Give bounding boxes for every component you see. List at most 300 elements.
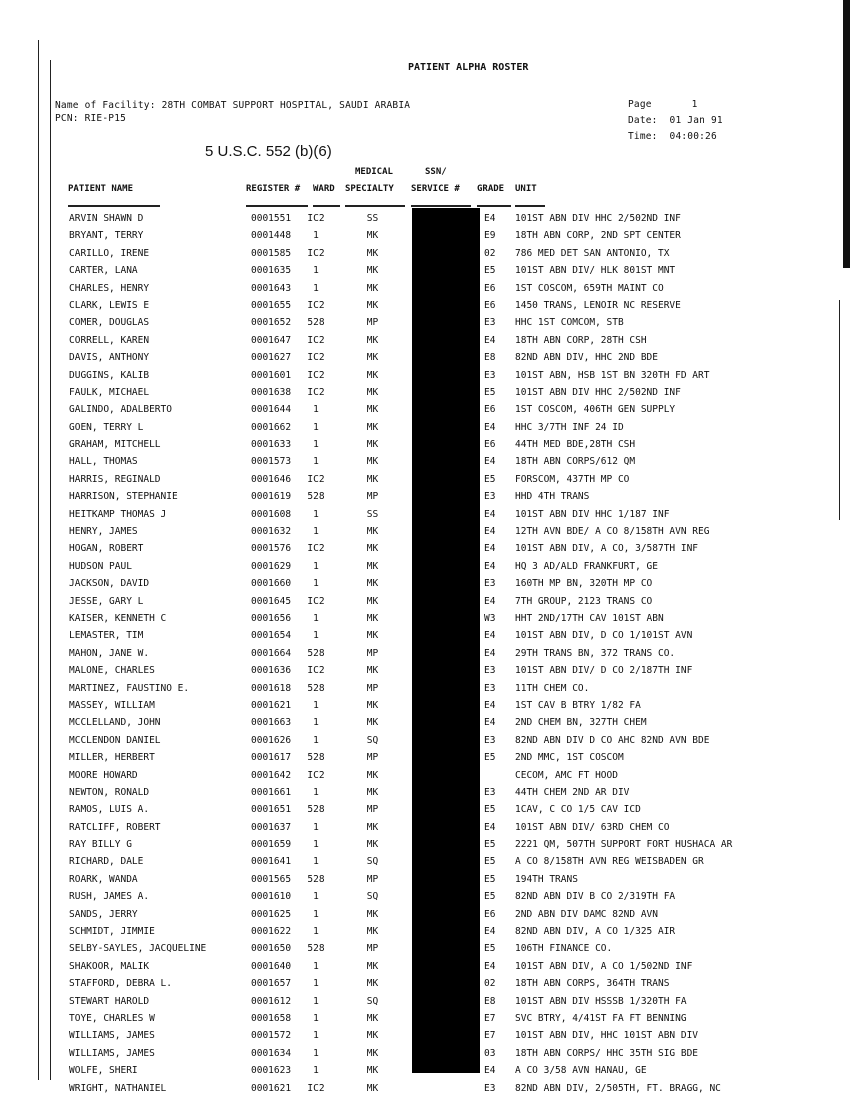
facility-line — [55, 100, 410, 111]
specialty-cell: MK — [366, 630, 379, 642]
table-row — [0, 1081, 850, 1098]
ward-cell: 1 — [313, 839, 319, 851]
ward-cell: IC2 — [307, 665, 325, 677]
patient-name-cell: MASSEY, WILLIAM — [69, 699, 155, 711]
specialty-cell: SQ — [366, 856, 379, 868]
header-rule-grade — [477, 205, 511, 207]
header-rule-specialty — [345, 205, 405, 207]
specialty-cell: MP — [366, 317, 379, 329]
unit-cell: 12TH AVN BDE/ A CO 8/158TH AVN REG — [515, 526, 710, 538]
time-label: Time: — [628, 131, 658, 142]
register-cell: 0001629 — [251, 560, 292, 572]
grade-cell: E3 — [484, 786, 496, 798]
patient-name-cell: SHAKOOR, MALIK — [69, 960, 150, 972]
grade-cell: E5 — [484, 943, 496, 955]
report-title: PATIENT ALPHA ROSTER — [408, 62, 529, 73]
ward-cell: 528 — [307, 682, 325, 694]
specialty-cell: MK — [366, 595, 379, 607]
register-cell: 0001617 — [251, 752, 292, 764]
unit-cell: 2ND CHEM BN, 327TH CHEM — [515, 717, 647, 729]
unit-cell: FORSCOM, 437TH MP CO — [515, 473, 630, 485]
grade-cell: E5 — [484, 839, 496, 851]
grade-cell: E4 — [484, 717, 496, 729]
ward-cell: IC2 — [307, 386, 325, 398]
register-cell: 0001656 — [251, 612, 292, 624]
register-cell: 0001646 — [251, 473, 292, 485]
grade-cell: E5 — [484, 265, 496, 277]
specialty-cell: MK — [366, 439, 379, 451]
patient-name-cell: WRIGHT, NATHANIEL — [69, 1082, 167, 1094]
grade-cell: E4 — [484, 213, 496, 224]
patient-name-cell: JACKSON, DAVID — [69, 578, 150, 590]
register-cell: 0001576 — [251, 543, 292, 555]
pcn: PCN: RIE-P15 — [55, 113, 127, 124]
register-cell: 0001654 — [251, 630, 292, 642]
redacted-ssn-column — [412, 208, 480, 1073]
register-cell: 0001585 — [251, 247, 292, 259]
grade-cell: E8 — [484, 995, 496, 1007]
unit-cell: 18TH ABN CORPS/ HHC 35TH SIG BDE — [515, 1047, 699, 1059]
specialty-cell: MK — [366, 334, 379, 346]
grade-cell: E3 — [484, 369, 496, 381]
patient-name-cell: GRAHAM, MITCHELL — [69, 439, 161, 451]
register-cell: 0001652 — [251, 317, 292, 329]
specialty-cell: SS — [366, 213, 379, 224]
register-cell: 0001627 — [251, 352, 292, 364]
unit-cell: 1ST COSCOM, 659TH MAINT CO — [515, 282, 664, 294]
grade-cell: E5 — [484, 752, 496, 764]
ward-cell: 1 — [313, 734, 319, 746]
unit-cell: 82ND ABN DIV D CO AHC 82ND AVN BDE — [515, 734, 710, 746]
ward-cell: 1 — [313, 960, 319, 972]
patient-name-cell: WOLFE, SHERI — [69, 1065, 138, 1077]
patient-name-cell: CLARK, LEWIS E — [69, 299, 150, 311]
grade-cell: E4 — [484, 926, 496, 938]
specialty-cell: MK — [366, 473, 379, 485]
specialty-cell: MK — [366, 282, 379, 294]
patient-name-cell: LEMASTER, TIM — [69, 630, 144, 642]
grade-cell: E3 — [484, 491, 496, 503]
grade-cell: W3 — [484, 612, 496, 624]
specialty-cell: MK — [366, 926, 379, 938]
patient-name-cell: JESSE, GARY L — [69, 595, 144, 607]
unit-cell: HHD 4TH TRANS — [515, 491, 590, 503]
patient-name-cell: HUDSON PAUL — [69, 560, 132, 572]
ward-cell: 1 — [313, 404, 319, 416]
specialty-cell: MK — [366, 299, 379, 311]
specialty-cell: MK — [366, 404, 379, 416]
grade-cell: E4 — [484, 560, 496, 572]
specialty-cell: MK — [366, 265, 379, 277]
unit-cell: 2221 QM, 507TH SUPPORT FORT HUSHACA AR — [515, 839, 733, 851]
register-cell: 0001625 — [251, 908, 292, 920]
unit-cell: 101ST ABN DIV, D CO 1/101ST AVN — [515, 630, 693, 642]
unit-cell: 1CAV, C CO 1/5 CAV ICD — [515, 804, 641, 816]
specialty-cell: MP — [366, 752, 379, 764]
col-specialty: SPECIALTY — [345, 184, 394, 194]
grade-cell: E4 — [484, 456, 496, 468]
date-line — [628, 115, 723, 126]
ward-cell: 1 — [313, 717, 319, 729]
unit-cell: 2ND ABN DIV DAMC 82ND AVN — [515, 908, 658, 920]
register-cell: 0001565 — [251, 873, 292, 885]
register-cell: 0001663 — [251, 717, 292, 729]
ward-cell: 528 — [307, 317, 325, 329]
specialty-cell: MK — [366, 821, 379, 833]
unit-cell: HQ 3 AD/ALD FRANKFURT, GE — [515, 560, 658, 572]
specialty-cell: MK — [366, 960, 379, 972]
unit-cell: 1ST COSCOM, 406TH GEN SUPPLY — [515, 404, 676, 416]
grade-cell: E7 — [484, 1012, 496, 1024]
specialty-cell: MK — [366, 665, 379, 677]
register-cell: 0001636 — [251, 665, 292, 677]
grade-cell: E6 — [484, 282, 496, 294]
ward-cell: 1 — [313, 508, 319, 520]
patient-name-cell: TOYE, CHARLES W — [69, 1012, 155, 1024]
specialty-cell: MK — [366, 352, 379, 364]
specialty-cell: MK — [366, 386, 379, 398]
grade-cell: E3 — [484, 682, 496, 694]
unit-cell: 18TH ABN CORPS, 364TH TRANS — [515, 978, 670, 990]
register-cell: 0001601 — [251, 369, 292, 381]
register-cell: 0001659 — [251, 839, 292, 851]
patient-name-cell: SANDS, JERRY — [69, 908, 138, 920]
unit-cell: 101ST ABN DIV/ 63RD CHEM CO — [515, 821, 670, 833]
specialty-cell: MK — [366, 456, 379, 468]
patient-name-cell: HENRY, JAMES — [69, 526, 138, 538]
grade-cell: E5 — [484, 804, 496, 816]
unit-cell: 106TH FINANCE CO. — [515, 943, 613, 955]
patient-name-cell: KAISER, KENNETH C — [69, 612, 167, 624]
patient-name-cell: MCCLENDON DANIEL — [69, 734, 161, 746]
ward-cell: 1 — [313, 926, 319, 938]
patient-name-cell: GALINDO, ADALBERTO — [69, 404, 172, 416]
register-cell: 0001551 — [251, 213, 292, 224]
patient-name-cell: HEITKAMP THOMAS J — [69, 508, 167, 520]
grade-cell: E4 — [484, 1065, 496, 1077]
ward-cell: 1 — [313, 821, 319, 833]
grade-cell: E3 — [484, 734, 496, 746]
unit-cell: 101ST ABN DIV HHC 1/187 INF — [515, 508, 670, 520]
unit-cell: 7TH GROUP, 2123 TRANS CO — [515, 595, 653, 607]
ward-cell: IC2 — [307, 213, 325, 224]
patient-name-cell: DUGGINS, KALIB — [69, 369, 150, 381]
grade-cell: 03 — [484, 1047, 496, 1059]
grade-cell: E4 — [484, 543, 496, 555]
grade-cell: E4 — [484, 595, 496, 607]
time-value: 04:00:26 — [669, 131, 717, 142]
unit-cell: 18TH ABN CORP, 2ND SPT CENTER — [515, 230, 681, 242]
unit-cell: 44TH MED BDE,28TH CSH — [515, 439, 636, 451]
patient-name-cell: RAY BILLY G — [69, 839, 132, 851]
unit-cell: 82ND ABN DIV, A CO 1/325 AIR — [515, 926, 676, 938]
register-cell: 0001643 — [251, 282, 292, 294]
unit-cell: 44TH CHEM 2ND AR DIV — [515, 786, 630, 798]
patient-name-cell: RUSH, JAMES A. — [69, 891, 150, 903]
register-cell: 0001651 — [251, 804, 292, 816]
patient-name-cell: RAMOS, LUIS A. — [69, 804, 150, 816]
unit-cell: 101ST ABN, HSB 1ST BN 320TH FD ART — [515, 369, 710, 381]
ward-cell: 1 — [313, 908, 319, 920]
ward-cell: 528 — [307, 943, 325, 955]
unit-cell: 101ST ABN DIV HHC 2/502ND INF — [515, 386, 681, 398]
specialty-cell: MK — [366, 717, 379, 729]
grade-cell: E3 — [484, 578, 496, 590]
grade-cell: E4 — [484, 699, 496, 711]
col-service: SERVICE # — [411, 184, 460, 194]
ward-cell: 1 — [313, 439, 319, 451]
unit-cell: 18TH ABN CORPS/612 QM — [515, 456, 636, 468]
register-cell: 0001619 — [251, 491, 292, 503]
specialty-cell: MK — [366, 978, 379, 990]
ward-cell: 1 — [313, 995, 319, 1007]
ward-cell: 1 — [313, 891, 319, 903]
patient-name-cell: WILLIAMS, JAMES — [69, 1047, 155, 1059]
specialty-cell: MK — [366, 1047, 379, 1059]
unit-cell: 101ST ABN DIV, A CO 1/502ND INF — [515, 960, 693, 972]
specialty-cell: MK — [366, 786, 379, 798]
patient-name-cell: ARVIN SHAWN D — [69, 213, 144, 224]
ward-cell: IC2 — [307, 595, 325, 607]
specialty-cell: MK — [366, 769, 379, 781]
patient-name-cell: MAHON, JANE W. — [69, 647, 150, 659]
ward-cell: 1 — [313, 786, 319, 798]
register-cell: 0001573 — [251, 456, 292, 468]
grade-cell: E8 — [484, 352, 496, 364]
unit-cell: 29TH TRANS BN, 372 TRANS CO. — [515, 647, 676, 659]
ward-cell: IC2 — [307, 334, 325, 346]
specialty-cell: MK — [366, 543, 379, 555]
register-cell: 0001660 — [251, 578, 292, 590]
col-ssn: SSN/ — [425, 167, 447, 177]
register-cell: 0001645 — [251, 595, 292, 607]
grade-cell: E3 — [484, 1082, 496, 1094]
patient-name-cell: HARRIS, REGINALD — [69, 473, 161, 485]
unit-cell: 2ND MMC, 1ST COSCOM — [515, 752, 624, 764]
patient-name-cell: HALL, THOMAS — [69, 456, 138, 468]
ward-cell: IC2 — [307, 247, 325, 259]
ward-cell: 1 — [313, 265, 319, 277]
unit-cell: CECOM, AMC FT HOOD — [515, 769, 618, 781]
grade-cell: E3 — [484, 317, 496, 329]
patient-name-cell: HARRISON, STEPHANIE — [69, 491, 178, 503]
register-cell: 0001633 — [251, 439, 292, 451]
unit-cell: 82ND ABN DIV, HHC 2ND BDE — [515, 352, 658, 364]
register-cell: 0001658 — [251, 1012, 292, 1024]
ward-cell: 528 — [307, 752, 325, 764]
unit-cell: 101ST ABN DIV/ HLK 801ST MNT — [515, 265, 676, 277]
patient-name-cell: ROARK, WANDA — [69, 873, 138, 885]
specialty-cell: MK — [366, 578, 379, 590]
specialty-cell: SS — [366, 508, 379, 520]
ward-cell: 528 — [307, 491, 325, 503]
register-cell: 0001623 — [251, 1065, 292, 1077]
patient-name-cell: NEWTON, RONALD — [69, 786, 150, 798]
register-cell: 0001635 — [251, 265, 292, 277]
ward-cell: 1 — [313, 1047, 319, 1059]
patient-name-cell: RATCLIFF, ROBERT — [69, 821, 161, 833]
patient-name-cell: MOORE HOWARD — [69, 769, 138, 781]
ward-cell: 1 — [313, 1012, 319, 1024]
unit-cell: 160TH MP BN, 320TH MP CO — [515, 578, 653, 590]
unit-cell: 18TH ABN CORP, 28TH CSH — [515, 334, 647, 346]
col-unit: UNIT — [515, 184, 537, 194]
grade-cell: E4 — [484, 421, 496, 433]
unit-cell: 101ST ABN DIV HSSSB 1/320TH FA — [515, 995, 687, 1007]
date-value: 01 Jan 91 — [669, 115, 723, 126]
register-cell: 0001650 — [251, 943, 292, 955]
grade-cell: E5 — [484, 473, 496, 485]
patient-name-cell: SELBY-SAYLES, JACQUELINE — [69, 943, 207, 955]
specialty-cell: MK — [366, 369, 379, 381]
unit-cell: 82ND ABN DIV, 2/505TH, FT. BRAGG, NC — [515, 1082, 721, 1094]
register-cell: 0001622 — [251, 926, 292, 938]
grade-cell: E5 — [484, 891, 496, 903]
grade-cell: E4 — [484, 630, 496, 642]
register-cell: 0001608 — [251, 508, 292, 520]
specialty-cell: MK — [366, 839, 379, 851]
ward-cell: 1 — [313, 230, 319, 242]
grade-cell: E4 — [484, 960, 496, 972]
specialty-cell: MP — [366, 873, 379, 885]
specialty-cell: MK — [366, 1030, 379, 1042]
patient-name-cell: BRYANT, TERRY — [69, 230, 144, 242]
specialty-cell: MK — [366, 560, 379, 572]
patient-name-cell: RICHARD, DALE — [69, 856, 144, 868]
register-cell: 0001634 — [251, 1047, 292, 1059]
register-cell: 0001621 — [251, 699, 292, 711]
patient-name-cell: MCCLELLAND, JOHN — [69, 717, 161, 729]
patient-name-cell: COMER, DOUGLAS — [69, 317, 150, 329]
patient-name-cell: DAVIS, ANTHONY — [69, 352, 150, 364]
specialty-cell: MP — [366, 491, 379, 503]
ward-cell: 1 — [313, 456, 319, 468]
register-cell: 0001647 — [251, 334, 292, 346]
grade-cell: E3 — [484, 665, 496, 677]
specialty-cell: MK — [366, 526, 379, 538]
ward-cell: 1 — [313, 526, 319, 538]
grade-cell: E5 — [484, 873, 496, 885]
register-cell: 0001640 — [251, 960, 292, 972]
unit-cell: A CO 3/58 AVN HANAU, GE — [515, 1065, 647, 1077]
specialty-cell: MP — [366, 647, 379, 659]
ward-cell: 1 — [313, 560, 319, 572]
register-cell: 0001626 — [251, 734, 292, 746]
grade-cell: E6 — [484, 299, 496, 311]
patient-name-cell: FAULK, MICHAEL — [69, 386, 150, 398]
grade-cell: E4 — [484, 647, 496, 659]
specialty-cell: MK — [366, 230, 379, 242]
col-register: REGISTER # — [246, 184, 301, 194]
unit-cell: A CO 8/158TH AVN REG WEISBADEN GR — [515, 856, 704, 868]
unit-cell: HHC 3/7TH INF 24 ID — [515, 421, 624, 433]
time-line — [628, 131, 717, 142]
grade-cell: E4 — [484, 526, 496, 538]
unit-cell: 1450 TRANS, LENOIR NC RESERVE — [515, 299, 681, 311]
unit-cell: 11TH CHEM CO. — [515, 682, 590, 694]
ward-cell: IC2 — [307, 299, 325, 311]
ward-cell: 1 — [313, 630, 319, 642]
grade-cell: E7 — [484, 1030, 496, 1042]
patient-name-cell: STEWART HAROLD — [69, 995, 150, 1007]
grade-cell: E4 — [484, 821, 496, 833]
grade-cell: E4 — [484, 334, 496, 346]
page-number: 1 — [691, 99, 698, 110]
col-grade: GRADE — [477, 184, 505, 194]
specialty-cell: MK — [366, 1012, 379, 1024]
register-cell: 0001642 — [251, 769, 292, 781]
register-cell: 0001621 — [251, 1082, 292, 1094]
grade-cell: E5 — [484, 386, 496, 398]
grade-cell: E6 — [484, 908, 496, 920]
register-cell: 0001641 — [251, 856, 292, 868]
specialty-cell: MK — [366, 247, 379, 259]
register-cell: 0001662 — [251, 421, 292, 433]
unit-cell: 101ST ABN DIV, A CO, 3/587TH INF — [515, 543, 699, 555]
ward-cell: 1 — [313, 1065, 319, 1077]
unit-cell: 194TH TRANS — [515, 873, 578, 885]
header-rule-service — [411, 205, 471, 207]
grade-cell: E9 — [484, 230, 496, 242]
ward-cell: IC2 — [307, 369, 325, 381]
register-cell: 0001572 — [251, 1030, 292, 1042]
header-rule-register — [246, 205, 308, 207]
unit-cell: 1ST CAV B BTRY 1/82 FA — [515, 699, 641, 711]
patient-name-cell: GOEN, TERRY L — [69, 421, 144, 433]
ward-cell: IC2 — [307, 352, 325, 364]
patient-name-cell: WILLIAMS, JAMES — [69, 1030, 155, 1042]
col-patient-name: PATIENT NAME — [68, 184, 134, 194]
ward-cell: 1 — [313, 1030, 319, 1042]
register-cell: 0001638 — [251, 386, 292, 398]
col-medical: MEDICAL — [355, 167, 393, 177]
ward-cell: 1 — [313, 612, 319, 624]
ward-cell: IC2 — [307, 1082, 325, 1094]
ward-cell: IC2 — [307, 473, 325, 485]
specialty-cell: MK — [366, 699, 379, 711]
register-cell: 0001655 — [251, 299, 292, 311]
ward-cell: 1 — [313, 978, 319, 990]
register-cell: 0001610 — [251, 891, 292, 903]
grade-cell: E6 — [484, 404, 496, 416]
specialty-cell: MP — [366, 943, 379, 955]
ward-cell: IC2 — [307, 543, 325, 555]
ward-cell: 1 — [313, 578, 319, 590]
ward-cell: 1 — [313, 421, 319, 433]
patient-name-cell: CARTER, LANA — [69, 265, 138, 277]
specialty-cell: MK — [366, 1082, 379, 1094]
register-cell: 0001448 — [251, 230, 292, 242]
specialty-cell: SQ — [366, 891, 379, 903]
register-cell: 0001657 — [251, 978, 292, 990]
patient-name-cell: MALONE, CHARLES — [69, 665, 155, 677]
patient-name-cell: STAFFORD, DEBRA L. — [69, 978, 172, 990]
specialty-cell: MK — [366, 612, 379, 624]
page-line — [628, 99, 698, 110]
unit-cell: HHC 1ST COMCOM, STB — [515, 317, 624, 329]
ward-cell: 1 — [313, 282, 319, 294]
grade-cell: E6 — [484, 439, 496, 451]
register-cell: 0001632 — [251, 526, 292, 538]
patient-name-cell: MARTINEZ, FAUSTINO E. — [69, 682, 190, 694]
header-rule-ward — [313, 205, 340, 207]
specialty-cell: MP — [366, 804, 379, 816]
unit-cell: 101ST ABN DIV/ D CO 2/187TH INF — [515, 665, 693, 677]
grade-cell: 02 — [484, 247, 496, 259]
facility-name: 28TH COMBAT SUPPORT HOSPITAL, SAUDI ARABIA — [161, 100, 411, 111]
patient-name-cell: CHARLES, HENRY — [69, 282, 150, 294]
unit-cell: 101ST ABN DIV, HHC 101ST ABN DIV — [515, 1030, 699, 1042]
